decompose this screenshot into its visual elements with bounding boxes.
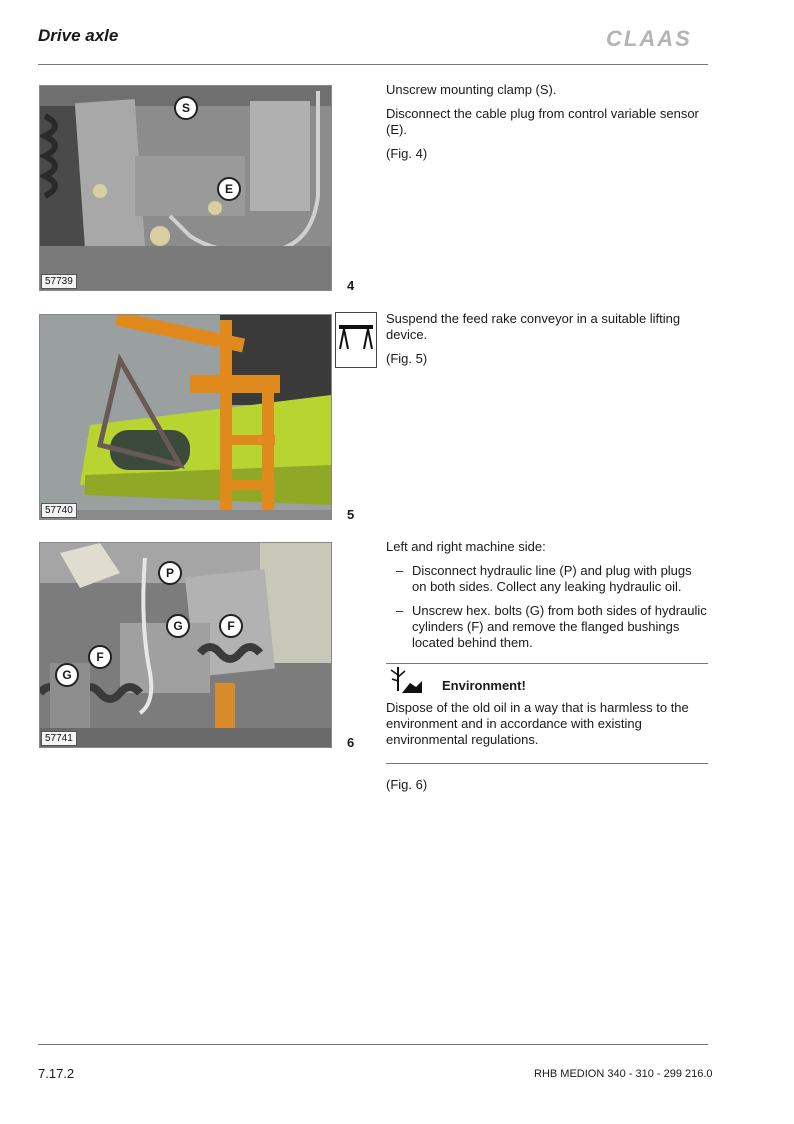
environment-icon (388, 665, 424, 695)
instruction-text: Unscrew mounting clamp (S). (386, 82, 557, 97)
callout-p: P (158, 561, 182, 585)
list-item-text: Unscrew hex. bolts (G) from both sides of hydraulic cylinders (F) and remove the flanged bushings located behind them. (412, 603, 707, 650)
header-divider (38, 64, 708, 65)
callout-s: S (174, 96, 198, 120)
photo-id: 57739 (41, 274, 77, 289)
note-divider-bottom (386, 763, 708, 764)
section-intro: Left and right machine side: (386, 539, 546, 554)
list-item: – Disconnect hydraulic line (P) and plug with plugs on both sides. Collect any leaking hydraulic oil. (396, 563, 692, 594)
callout-f: F (219, 614, 243, 638)
document-reference: RHB MEDION 340 - 310 - 299 216.0 (534, 1068, 713, 1080)
instruction-text: Disconnect the cable plug from control variable sensor (E). (386, 106, 699, 137)
photo-id: 57740 (41, 503, 77, 518)
page-title: Drive axle (38, 26, 119, 45)
instruction-text: Suspend the feed rake conveyor in a suitable lifting device. (386, 311, 681, 342)
instructions-fig-6 (386, 539, 708, 659)
page-number: 7.17.2 (38, 1066, 75, 1081)
figure-6-photo (39, 542, 332, 748)
list-item-text: Disconnect hydraulic line (P) and plug with plugs on both sides. Collect any leaking hydraulic oil. (412, 563, 692, 594)
footer-divider (38, 1044, 708, 1045)
callout-g: G (166, 614, 190, 638)
callout-f: F (88, 645, 112, 669)
photo-id: 57741 (41, 731, 77, 746)
figure-reference: (Fig. 5) (386, 351, 428, 366)
figure-reference: (Fig. 4) (386, 146, 428, 161)
callout-g: G (55, 663, 79, 687)
note-text: Dispose of the old oil in a way that is harmless to the environment and in accordance with existing environmental regulations. (386, 700, 689, 747)
figure-reference: (Fig. 6) (386, 777, 428, 792)
note-divider-top (386, 663, 708, 664)
brand-logo: CLAAS (606, 26, 692, 51)
note-title: Environment! (442, 678, 526, 693)
callout-e: E (217, 177, 241, 201)
figure-number: 6 (347, 735, 355, 750)
list-item: – Unscrew hex. bolts (G) from both sides of hydraulic cylinders (F) and remove the flanged bushings located behind them. (396, 603, 707, 650)
figure-number: 5 (347, 507, 355, 522)
lifting-device-icon (335, 312, 377, 368)
instructions-fig-4 (386, 82, 708, 170)
figure-5-photo (39, 314, 332, 520)
figure-number: 4 (347, 278, 355, 293)
instructions-fig-5 (386, 311, 708, 375)
